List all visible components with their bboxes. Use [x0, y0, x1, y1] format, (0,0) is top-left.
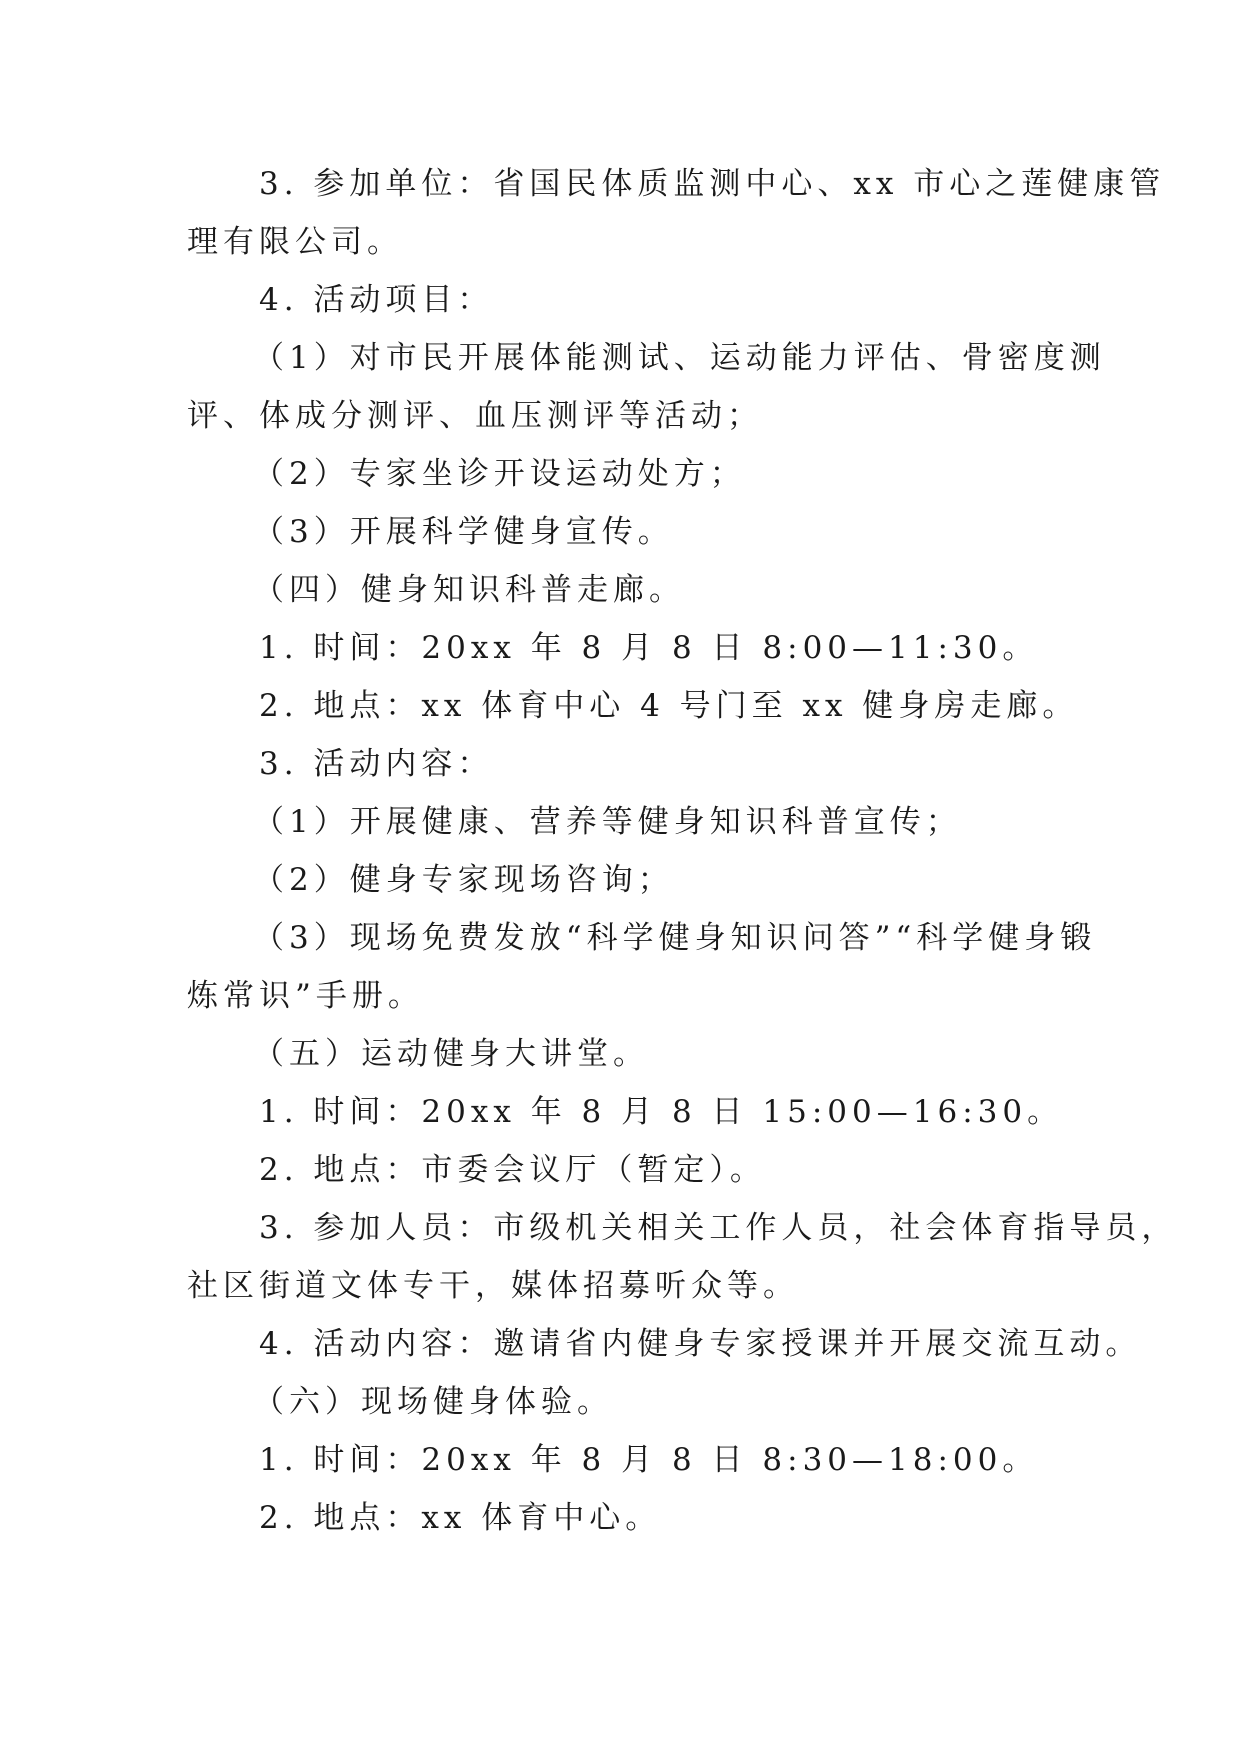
- text-line: 4. 活动项目：: [259, 282, 494, 318]
- text-line: 3. 参加单位：省国民体质监测中心、xx 市心之莲健康管: [259, 166, 1166, 202]
- text-line: 1. 时间：20xx 年 8 月 8 日 8:00—11:30。: [259, 630, 1039, 666]
- text-line: （1）对市民开展体能测试、运动能力评估、骨密度测: [253, 340, 1106, 376]
- text-line: （3）现场免费发放“科学健身知识问答”“科学健身锻: [253, 920, 1097, 956]
- text-line: （四）健身知识科普走廊。: [253, 572, 685, 608]
- text-line: 评、体成分测评、血压测评等活动；: [187, 398, 763, 434]
- text-line: 4. 活动内容：邀请省内健身专家授课并开展交流互动。: [259, 1326, 1142, 1362]
- text-line: 2. 地点：市委会议厅（暂定）。: [259, 1152, 766, 1188]
- text-line: 炼常识”手册。: [187, 978, 424, 1014]
- text-line: 理有限公司。: [187, 224, 403, 260]
- text-line: （2）专家坐诊开设运动处方；: [253, 456, 746, 492]
- text-line: （3）开展科学健身宣传。: [253, 514, 674, 550]
- text-line: 1. 时间：20xx 年 8 月 8 日 15:00—16:30。: [259, 1094, 1064, 1130]
- text-line: （1）开展健康、营养等健身知识科普宣传；: [253, 804, 962, 840]
- text-line: 社区街道文体专干，媒体招募听众等。: [187, 1268, 799, 1304]
- text-line: （2）健身专家现场咨询；: [253, 862, 674, 898]
- text-line: （六）现场健身体验。: [253, 1384, 613, 1420]
- text-line: （五）运动健身大讲堂。: [253, 1036, 649, 1072]
- text-line: 3. 活动内容：: [259, 746, 494, 782]
- text-line: 3. 参加人员：市级机关相关工作人员，社会体育指导员，: [259, 1210, 1178, 1246]
- text-line: 1. 时间：20xx 年 8 月 8 日 8:30—18:00。: [259, 1442, 1039, 1478]
- text-line: 2. 地点：xx 体育中心。: [259, 1500, 662, 1536]
- text-line: 2. 地点：xx 体育中心 4 号门至 xx 健身房走廊。: [259, 688, 1079, 724]
